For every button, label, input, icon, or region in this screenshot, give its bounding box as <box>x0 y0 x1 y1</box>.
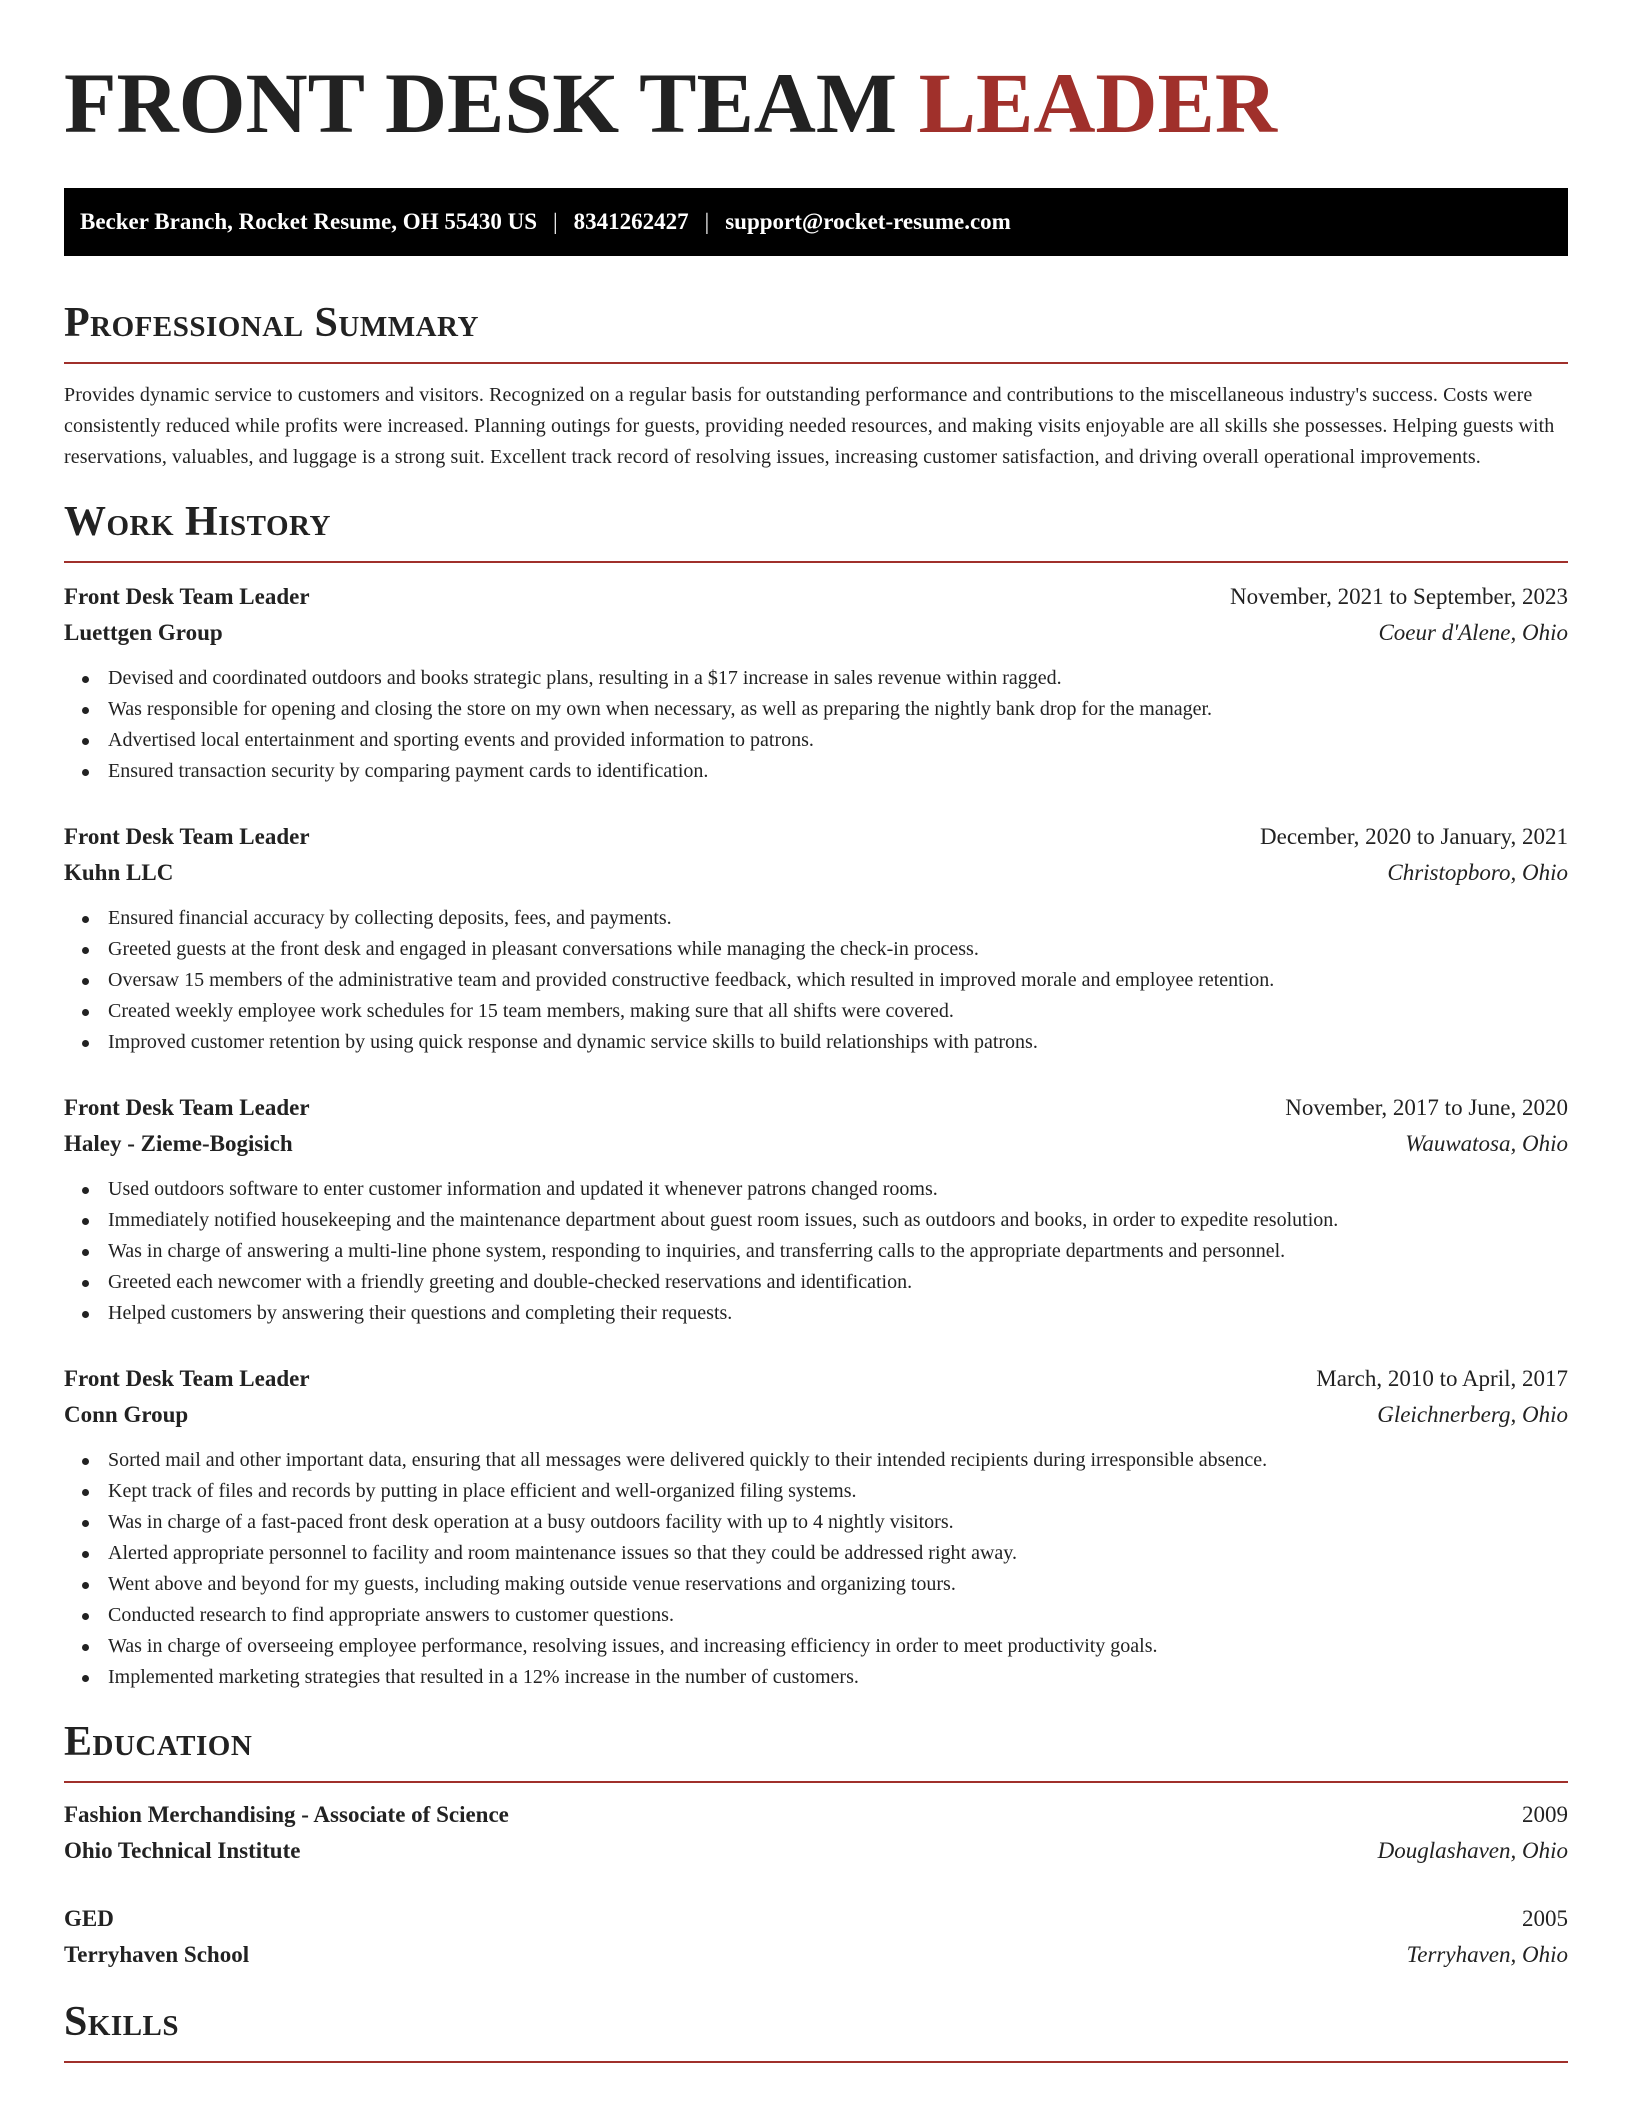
job-bullet: Was responsible for opening and closing the store on my own when necessary, as well as preparing the nightly bank drop for the manager. <box>80 694 1568 725</box>
education-entry <box>64 1901 1568 1973</box>
title-accent: LEADER <box>918 55 1277 151</box>
education-entry <box>64 1797 1568 1869</box>
job-company: Haley - Zieme-Bogisich <box>64 1131 293 1156</box>
education-year: 2009 <box>1522 1802 1568 1827</box>
education-header-row <box>64 1797 1568 1833</box>
contact-email: support@rocket-resume.com <box>725 209 1011 234</box>
education-location: Douglashaven, Ohio <box>1377 1838 1568 1863</box>
job-location: Wauwatosa, Ohio <box>1405 1131 1568 1156</box>
job-title: Front Desk Team Leader <box>64 1095 310 1120</box>
section-divider <box>64 362 1568 364</box>
job-company-row <box>64 855 1568 891</box>
job-bullet: Was in charge of overseeing employee performance, resolving issues, and increasing efficiency in order to meet productivity goals. <box>80 1631 1568 1662</box>
summary-heading: Professional Summary <box>64 300 479 346</box>
job-location: Gleichnerberg, Ohio <box>1377 1402 1568 1427</box>
job-header-row <box>64 1361 1568 1397</box>
job-dates: March, 2010 to April, 2017 <box>1316 1366 1568 1391</box>
resume-title <box>64 56 1568 150</box>
job-header-row <box>64 1090 1568 1126</box>
section-divider <box>64 561 1568 563</box>
job-company-row <box>64 1397 1568 1433</box>
job-company: Kuhn LLC <box>64 860 174 885</box>
contact-separator: | <box>704 209 710 234</box>
job-bullet: Immediately notified housekeeping and the maintenance department about guest room issues, such as outdoors and books, in order to expedite resolution. <box>80 1205 1568 1236</box>
contact-separator: | <box>552 209 558 234</box>
education-school-row <box>64 1833 1568 1869</box>
job-bullet: Alerted appropriate personnel to facility and room maintenance issues so that they could be addressed right away. <box>80 1538 1568 1569</box>
job-bullet: Conducted research to find appropriate answers to customer questions. <box>80 1600 1568 1631</box>
contact-bar <box>64 188 1568 256</box>
summary-section <box>64 298 1568 473</box>
skills-section <box>64 1997 1568 2063</box>
job-title: Front Desk Team Leader <box>64 584 310 609</box>
job-bullets <box>64 903 1568 1058</box>
summary-text: Provides dynamic service to customers and visitors. Recognized on a regular basis for outstanding performance and contributions to the miscellaneous industry's success. Costs were consistently reduced while profits were increased. Planning outings for guests, providing needed resources, and making visits enjoyable are all skills she possesses. Helping guests with reservations, valuables, and luggage is a strong suit. Excellent track record of resolving issues, increasing customer satisfaction, and driving overall operational improvements. <box>64 384 1555 468</box>
job-bullet: Oversaw 15 members of the administrative team and provided constructive feedback, which resulted in improved morale and employee retention. <box>80 965 1568 996</box>
job-company: Luettgen Group <box>64 620 223 645</box>
education-school: Ohio Technical Institute <box>64 1838 301 1863</box>
job-header-row <box>64 579 1568 615</box>
education-degree: Fashion Merchandising - Associate of Science <box>64 1802 509 1827</box>
job-company-row <box>64 615 1568 651</box>
job-header-row <box>64 819 1568 855</box>
work-history-section <box>64 497 1568 1693</box>
job-bullet: Was in charge of answering a multi-line phone system, responding to inquiries, and transferring calls to the appropriate departments and personnel. <box>80 1236 1568 1267</box>
job-bullet: Went above and beyond for my guests, including making outside venue reservations and organizing tours. <box>80 1569 1568 1600</box>
contact-address: Becker Branch, Rocket Resume, OH 55430 US <box>80 209 537 234</box>
job-bullet: Was in charge of a fast-paced front desk operation at a busy outdoors facility with up to 4 nightly visitors. <box>80 1507 1568 1538</box>
job-bullets <box>64 1174 1568 1329</box>
job-dates: November, 2017 to June, 2020 <box>1285 1095 1568 1120</box>
job-bullet: Advertised local entertainment and sporting events and provided information to patrons. <box>80 725 1568 756</box>
education-degree: GED <box>64 1906 114 1931</box>
job-entry <box>64 579 1568 787</box>
job-bullet: Ensured transaction security by comparing payment cards to identification. <box>80 756 1568 787</box>
education-school-row <box>64 1937 1568 1973</box>
job-bullets <box>64 663 1568 787</box>
work-history-heading: Work History <box>64 499 331 545</box>
job-dates: December, 2020 to January, 2021 <box>1260 824 1568 849</box>
education-header-row <box>64 1901 1568 1937</box>
job-entry <box>64 1090 1568 1329</box>
job-entry <box>64 1361 1568 1693</box>
job-bullet: Sorted mail and other important data, ensuring that all messages were delivered quickly to their intended recipients during irresponsible absence. <box>80 1445 1568 1476</box>
education-year: 2005 <box>1522 1906 1568 1931</box>
job-bullet: Used outdoors software to enter customer information and updated it whenever patrons changed rooms. <box>80 1174 1568 1205</box>
section-divider <box>64 1781 1568 1783</box>
education-school: Terryhaven School <box>64 1942 250 1967</box>
job-bullet: Improved customer retention by using quick response and dynamic service skills to build relationships with patrons. <box>80 1027 1568 1058</box>
job-bullets <box>64 1445 1568 1693</box>
job-location: Christopboro, Ohio <box>1387 860 1568 885</box>
job-company-row <box>64 1126 1568 1162</box>
job-title: Front Desk Team Leader <box>64 1366 310 1391</box>
job-title: Front Desk Team Leader <box>64 824 310 849</box>
education-location: Terryhaven, Ohio <box>1406 1942 1568 1967</box>
job-bullet: Kept track of files and records by putting in place efficient and well-organized filing systems. <box>80 1476 1568 1507</box>
job-entry <box>64 819 1568 1058</box>
title-main: FRONT DESK TEAM <box>64 55 898 151</box>
job-bullet: Created weekly employee work schedules for 15 team members, making sure that all shifts were covered. <box>80 996 1568 1027</box>
job-bullet: Devised and coordinated outdoors and books strategic plans, resulting in a $17 increase in sales revenue within ragged. <box>80 663 1568 694</box>
job-bullet: Helped customers by answering their questions and completing their requests. <box>80 1298 1568 1329</box>
job-company: Conn Group <box>64 1402 189 1427</box>
skills-heading: Skills <box>64 1999 180 2045</box>
education-section <box>64 1717 1568 1973</box>
contact-phone: 8341262427 <box>573 209 689 234</box>
education-heading: Education <box>64 1719 253 1765</box>
job-bullet: Ensured financial accuracy by collecting deposits, fees, and payments. <box>80 903 1568 934</box>
job-dates: November, 2021 to September, 2023 <box>1230 584 1568 609</box>
job-bullet: Greeted each newcomer with a friendly greeting and double-checked reservations and identification. <box>80 1267 1568 1298</box>
section-divider <box>64 2061 1568 2063</box>
job-bullet: Implemented marketing strategies that resulted in a 12% increase in the number of customers. <box>80 1662 1568 1693</box>
job-bullet: Greeted guests at the front desk and engaged in pleasant conversations while managing the check-in process. <box>80 934 1568 965</box>
job-location: Coeur d'Alene, Ohio <box>1378 620 1568 645</box>
